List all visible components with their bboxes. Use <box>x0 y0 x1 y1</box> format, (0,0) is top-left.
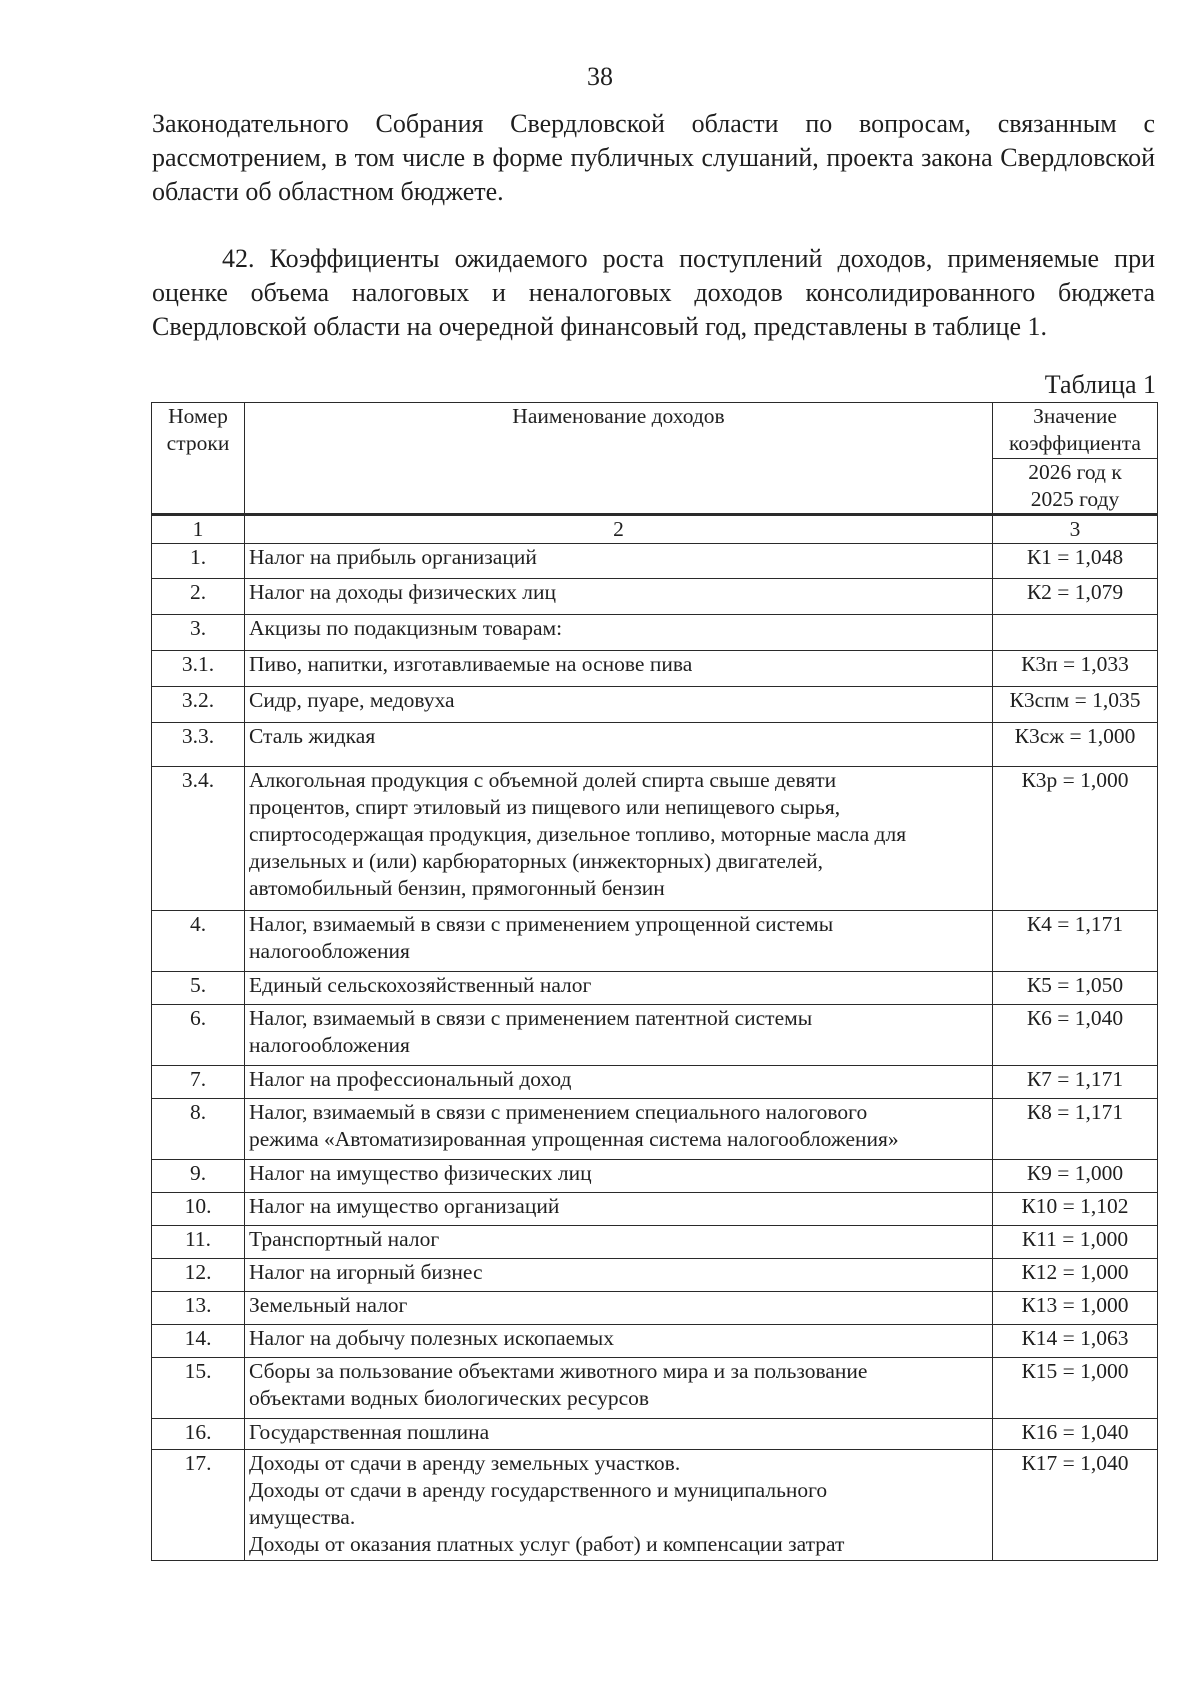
table-row <box>152 687 1158 723</box>
column-number-row <box>152 515 1158 544</box>
page-number: 38 <box>587 62 613 91</box>
table-row <box>152 1325 1158 1358</box>
income-name: Налог на имущество физических лиц <box>245 1160 993 1193</box>
paragraph-continuation: Законодательного Собрания Свердловской области по вопросам, связанным с рассмотрением, в том числе в форме публичных слушаний, проекта закона Свердловской области об областном бюджете. <box>152 109 1155 206</box>
table-row <box>152 972 1158 1005</box>
table-row <box>152 651 1158 687</box>
row-number: 9. <box>152 1160 245 1193</box>
income-name: Пиво, напитки, изготавливаемые на основе пива <box>245 651 993 687</box>
coef-value: К13 = 1,000 <box>993 1292 1158 1325</box>
table-row <box>152 911 1158 972</box>
row-number: 3.2. <box>152 687 245 723</box>
table-row <box>152 1358 1158 1419</box>
row-number: 2. <box>152 579 245 615</box>
row-number: 15. <box>152 1358 245 1419</box>
row-number: 13. <box>152 1292 245 1325</box>
coef-value: К16 = 1,040 <box>993 1419 1158 1450</box>
income-name: Налог на прибыль организаций <box>245 544 993 579</box>
coef-value: К3п = 1,033 <box>993 651 1158 687</box>
coef-value: К10 = 1,102 <box>993 1193 1158 1226</box>
row-number: 17. <box>152 1450 245 1561</box>
table-row <box>152 723 1158 767</box>
row-number: 14. <box>152 1325 245 1358</box>
row-number: 7. <box>152 1066 245 1099</box>
header-year-period: 2026 год к 2025 году <box>993 459 1158 515</box>
header-row-number: Номер строки <box>152 403 245 515</box>
income-name: Налог, взимаемый в связи с применением упрощенной системы налогообложения <box>245 911 993 972</box>
table-row <box>152 1099 1158 1160</box>
table-row <box>152 579 1158 615</box>
coef-value: К1 = 1,048 <box>993 544 1158 579</box>
coef-value: К17 = 1,040 <box>993 1450 1158 1561</box>
income-name: Сидр, пуаре, медовуха <box>245 687 993 723</box>
column-number: 2 <box>245 515 993 544</box>
paragraph-item-42: 42. Коэффициенты ожидаемого роста поступлений доходов, применяемые при оценке объема налоговых и неналоговых доходов консолидированного бюджета Свердловской области на очередной финансовый год, представлены в таблице 1. <box>152 244 1155 341</box>
coef-value: К2 = 1,079 <box>993 579 1158 615</box>
income-name: Единый сельскохозяйственный налог <box>245 972 993 1005</box>
table-row <box>152 1419 1158 1450</box>
row-number: 4. <box>152 911 245 972</box>
income-name: Алкогольная продукция с объемной долей спирта свыше девяти процентов, спирт этиловый из пищевого или непищевого сырья, спиртосодержащая продукция, дизельное топливо, моторные масла для дизельных и (или) карбюраторных (инжекторных) двигателей, автомобильный бензин, прямогонный бензин <box>245 767 993 911</box>
income-name: Государственная пошлина <box>245 1419 993 1450</box>
coef-value: К14 = 1,063 <box>993 1325 1158 1358</box>
header-coef-value: Значение коэффициента <box>993 403 1158 459</box>
coef-value: К11 = 1,000 <box>993 1226 1158 1259</box>
row-number: 6. <box>152 1005 245 1066</box>
table-row <box>152 767 1158 911</box>
table-row <box>152 1450 1158 1561</box>
table-row <box>152 1005 1158 1066</box>
row-number: 5. <box>152 972 245 1005</box>
table-row <box>152 1259 1158 1292</box>
coef-value: К7 = 1,171 <box>993 1066 1158 1099</box>
column-number: 3 <box>993 515 1158 544</box>
row-number: 10. <box>152 1193 245 1226</box>
header-income-name: Наименование доходов <box>245 403 993 515</box>
income-name: Налог на доходы физических лиц <box>245 579 993 615</box>
income-name: Транспортный налог <box>245 1226 993 1259</box>
table-header-row <box>152 403 1158 459</box>
column-number: 1 <box>152 515 245 544</box>
table-row <box>152 615 1158 651</box>
row-number: 3. <box>152 615 245 651</box>
table-row <box>152 1066 1158 1099</box>
row-number: 3.4. <box>152 767 245 911</box>
row-number: 3.1. <box>152 651 245 687</box>
income-name: Сборы за пользование объектами животного мира и за пользование объектами водных биологических ресурсов <box>245 1358 993 1419</box>
income-name: Земельный налог <box>245 1292 993 1325</box>
table-row <box>152 1292 1158 1325</box>
row-number: 11. <box>152 1226 245 1259</box>
table-row <box>152 1226 1158 1259</box>
coef-value: К5 = 1,050 <box>993 972 1158 1005</box>
income-name: Налог на игорный бизнес <box>245 1259 993 1292</box>
row-number: 16. <box>152 1419 245 1450</box>
coefficients-table <box>151 402 1158 1561</box>
coef-value: К9 = 1,000 <box>993 1160 1158 1193</box>
income-name: Доходы от сдачи в аренду земельных участков. Доходы от сдачи в аренду государственного и муниципального имущества. Доходы от оказания платных услуг (работ) и компенсации затрат <box>245 1450 993 1561</box>
table-row <box>152 544 1158 579</box>
income-name: Налог на имущество организаций <box>245 1193 993 1226</box>
row-number: 8. <box>152 1099 245 1160</box>
coef-value: К3спм = 1,035 <box>993 687 1158 723</box>
income-name: Налог на профессиональный доход <box>245 1066 993 1099</box>
coef-value: К12 = 1,000 <box>993 1259 1158 1292</box>
row-number: 12. <box>152 1259 245 1292</box>
coef-value: К6 = 1,040 <box>993 1005 1158 1066</box>
table-row <box>152 1193 1158 1226</box>
income-name: Налог, взимаемый в связи с применением специального налогового режима «Автоматизированная упрощенная система налогообложения» <box>245 1099 993 1160</box>
table-caption: Таблица 1 <box>1044 370 1156 399</box>
coef-value: К15 = 1,000 <box>993 1358 1158 1419</box>
table-row <box>152 1160 1158 1193</box>
coef-value: К4 = 1,171 <box>993 911 1158 972</box>
income-name: Сталь жидкая <box>245 723 993 767</box>
coef-value <box>993 615 1158 651</box>
income-name: Акцизы по подакцизным товарам: <box>245 615 993 651</box>
coef-value: К8 = 1,171 <box>993 1099 1158 1160</box>
row-number: 1. <box>152 544 245 579</box>
coef-value: К3р = 1,000 <box>993 767 1158 911</box>
income-name: Налог, взимаемый в связи с применением патентной системы налогообложения <box>245 1005 993 1066</box>
row-number: 3.3. <box>152 723 245 767</box>
coef-value: К3сж = 1,000 <box>993 723 1158 767</box>
income-name: Налог на добычу полезных ископаемых <box>245 1325 993 1358</box>
